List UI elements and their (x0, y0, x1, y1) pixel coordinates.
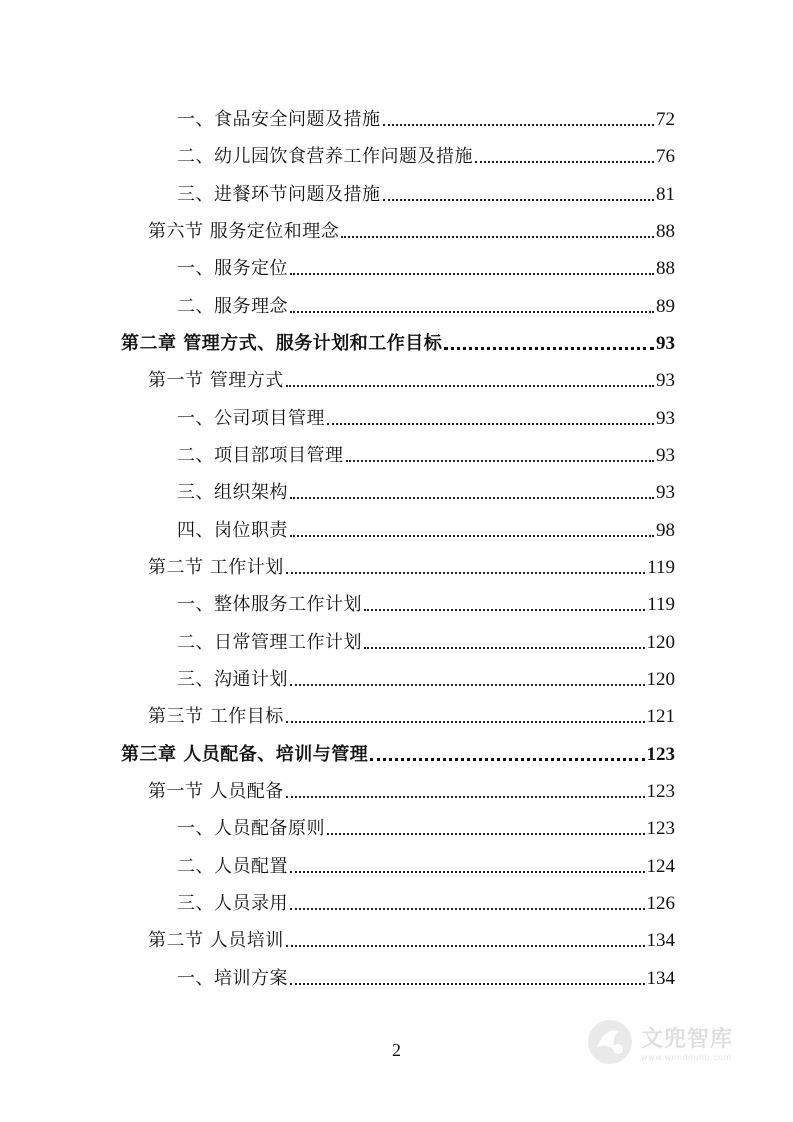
toc-entry[interactable] (177, 288, 675, 318)
toc-entry-title: 第一节 人员配备 (148, 781, 284, 802)
toc-entry[interactable] (148, 922, 675, 952)
toc-entry-page: 89 (656, 296, 675, 317)
page-number: 2 (392, 1040, 401, 1060)
toc-entry[interactable] (177, 474, 675, 504)
toc-entry-page: 93 (656, 370, 675, 391)
toc-entry[interactable] (148, 773, 675, 803)
toc-entry-title: 四、岗位职责 (177, 520, 288, 541)
toc-entry-title: 第一节 管理方式 (148, 370, 284, 391)
watermark-text (641, 1022, 733, 1062)
toc-entry[interactable] (177, 885, 675, 915)
toc-entry-page: 93 (656, 333, 675, 354)
watermark-url: www.wendoulib.com (641, 1053, 732, 1062)
toc-entry-page: 126 (646, 893, 675, 914)
toc-entry-page: 88 (656, 258, 675, 279)
toc-entry[interactable] (148, 698, 675, 728)
dot-leader (364, 647, 645, 649)
toc-entry[interactable] (148, 213, 675, 243)
dot-leader (444, 347, 654, 350)
toc-entry[interactable] (177, 960, 675, 990)
toc-entry-page: 93 (656, 445, 675, 466)
toc-entry-title: 三、沟通计划 (177, 669, 288, 690)
toc-entry-page: 93 (656, 482, 675, 503)
watermark (585, 1012, 755, 1072)
dot-leader (383, 124, 655, 126)
toc-entry-page: 121 (646, 706, 675, 727)
dot-leader (341, 236, 654, 238)
toc-entry-page: 120 (646, 632, 675, 653)
toc-entry-page: 76 (656, 146, 675, 167)
toc-entry-title: 第三节 工作目标 (148, 706, 284, 727)
toc-entry[interactable] (177, 138, 675, 168)
toc-entry-title: 一、培训方案 (177, 968, 288, 989)
toc-entry-title: 三、组织架构 (177, 482, 288, 503)
dot-leader (290, 684, 645, 686)
toc-entry-page: 119 (647, 594, 675, 615)
toc-entry-page: 81 (656, 184, 675, 205)
toc-entry-title: 一、公司项目管理 (177, 408, 325, 429)
toc-entry-page: 88 (656, 221, 675, 242)
toc-entry-page: 134 (646, 930, 675, 951)
toc-entry-title: 第二章 管理方式、服务计划和工作目标 (121, 333, 443, 354)
toc-entry[interactable] (177, 101, 675, 131)
toc-entry-title: 一、人员配备原则 (177, 818, 325, 839)
toc-entry-title: 二、服务理念 (177, 296, 288, 317)
toc-entry[interactable] (177, 512, 675, 542)
dot-leader (290, 871, 645, 873)
toc-entry-page: 123 (646, 744, 675, 765)
toc-entry[interactable] (177, 400, 675, 430)
toc-entry[interactable] (177, 586, 675, 616)
dot-leader (290, 273, 654, 275)
toc-chapter-entry[interactable] (121, 736, 675, 766)
toc-entry-page: 124 (646, 856, 675, 877)
dot-leader (475, 161, 654, 163)
toc-chapter-entry[interactable] (121, 325, 675, 355)
dot-leader (364, 609, 645, 611)
toc-entry-title: 三、人员录用 (177, 893, 288, 914)
toc-entry[interactable] (177, 848, 675, 878)
toc-entry-title: 二、项目部项目管理 (177, 445, 344, 466)
toc-entry-page: 93 (656, 408, 675, 429)
toc-entry-title: 第二节 工作计划 (148, 557, 284, 578)
toc-entry-page: 134 (646, 968, 675, 989)
toc-entry-page: 123 (646, 818, 675, 839)
dot-leader (370, 758, 644, 761)
toc-entry[interactable] (177, 624, 675, 654)
toc-entry-title: 二、幼儿园饮食营养工作问题及措施 (177, 146, 473, 167)
dot-leader (290, 311, 654, 313)
toc-entry-title: 二、日常管理工作计划 (177, 632, 362, 653)
dot-leader (286, 945, 645, 947)
toc-entry[interactable] (177, 661, 675, 691)
toc-entry[interactable] (177, 250, 675, 280)
dot-leader (286, 572, 645, 574)
wendou-logo-icon (585, 1017, 635, 1067)
watermark-name: 文兜智库 (641, 1027, 734, 1052)
toc-entry-page: 72 (656, 109, 675, 130)
dot-leader (290, 497, 654, 499)
toc-entry-title: 二、人员配置 (177, 856, 288, 877)
toc-entry-title: 第三章 人员配备、培训与管理 (121, 744, 369, 765)
toc-entry[interactable] (177, 437, 675, 467)
dot-leader (290, 535, 654, 537)
toc-entry-title: 第二节 人员培训 (148, 930, 284, 951)
toc-entry-title: 一、整体服务工作计划 (177, 594, 362, 615)
toc-entry-title: 三、进餐环节问题及措施 (177, 184, 381, 205)
dot-leader (327, 833, 645, 835)
toc-entry-page: 119 (647, 557, 675, 578)
toc-entry-page: 123 (646, 781, 675, 802)
toc-entry-title: 一、服务定位 (177, 258, 288, 279)
dot-leader (383, 199, 655, 201)
dot-leader (286, 721, 645, 723)
toc-entry-page: 120 (646, 669, 675, 690)
toc-entry[interactable] (177, 176, 675, 206)
dot-leader (327, 423, 654, 425)
toc-entry-title: 第六节 服务定位和理念 (148, 221, 340, 242)
dot-leader (290, 983, 645, 985)
toc-entry[interactable] (148, 549, 675, 579)
dot-leader (346, 460, 655, 462)
toc-entry[interactable] (177, 810, 675, 840)
dot-leader (286, 385, 654, 387)
dot-leader (290, 908, 645, 910)
toc-entry[interactable] (148, 362, 675, 392)
dot-leader (286, 796, 645, 798)
toc-entry-title: 一、食品安全问题及措施 (177, 109, 381, 130)
toc-entry-page: 98 (656, 520, 675, 541)
